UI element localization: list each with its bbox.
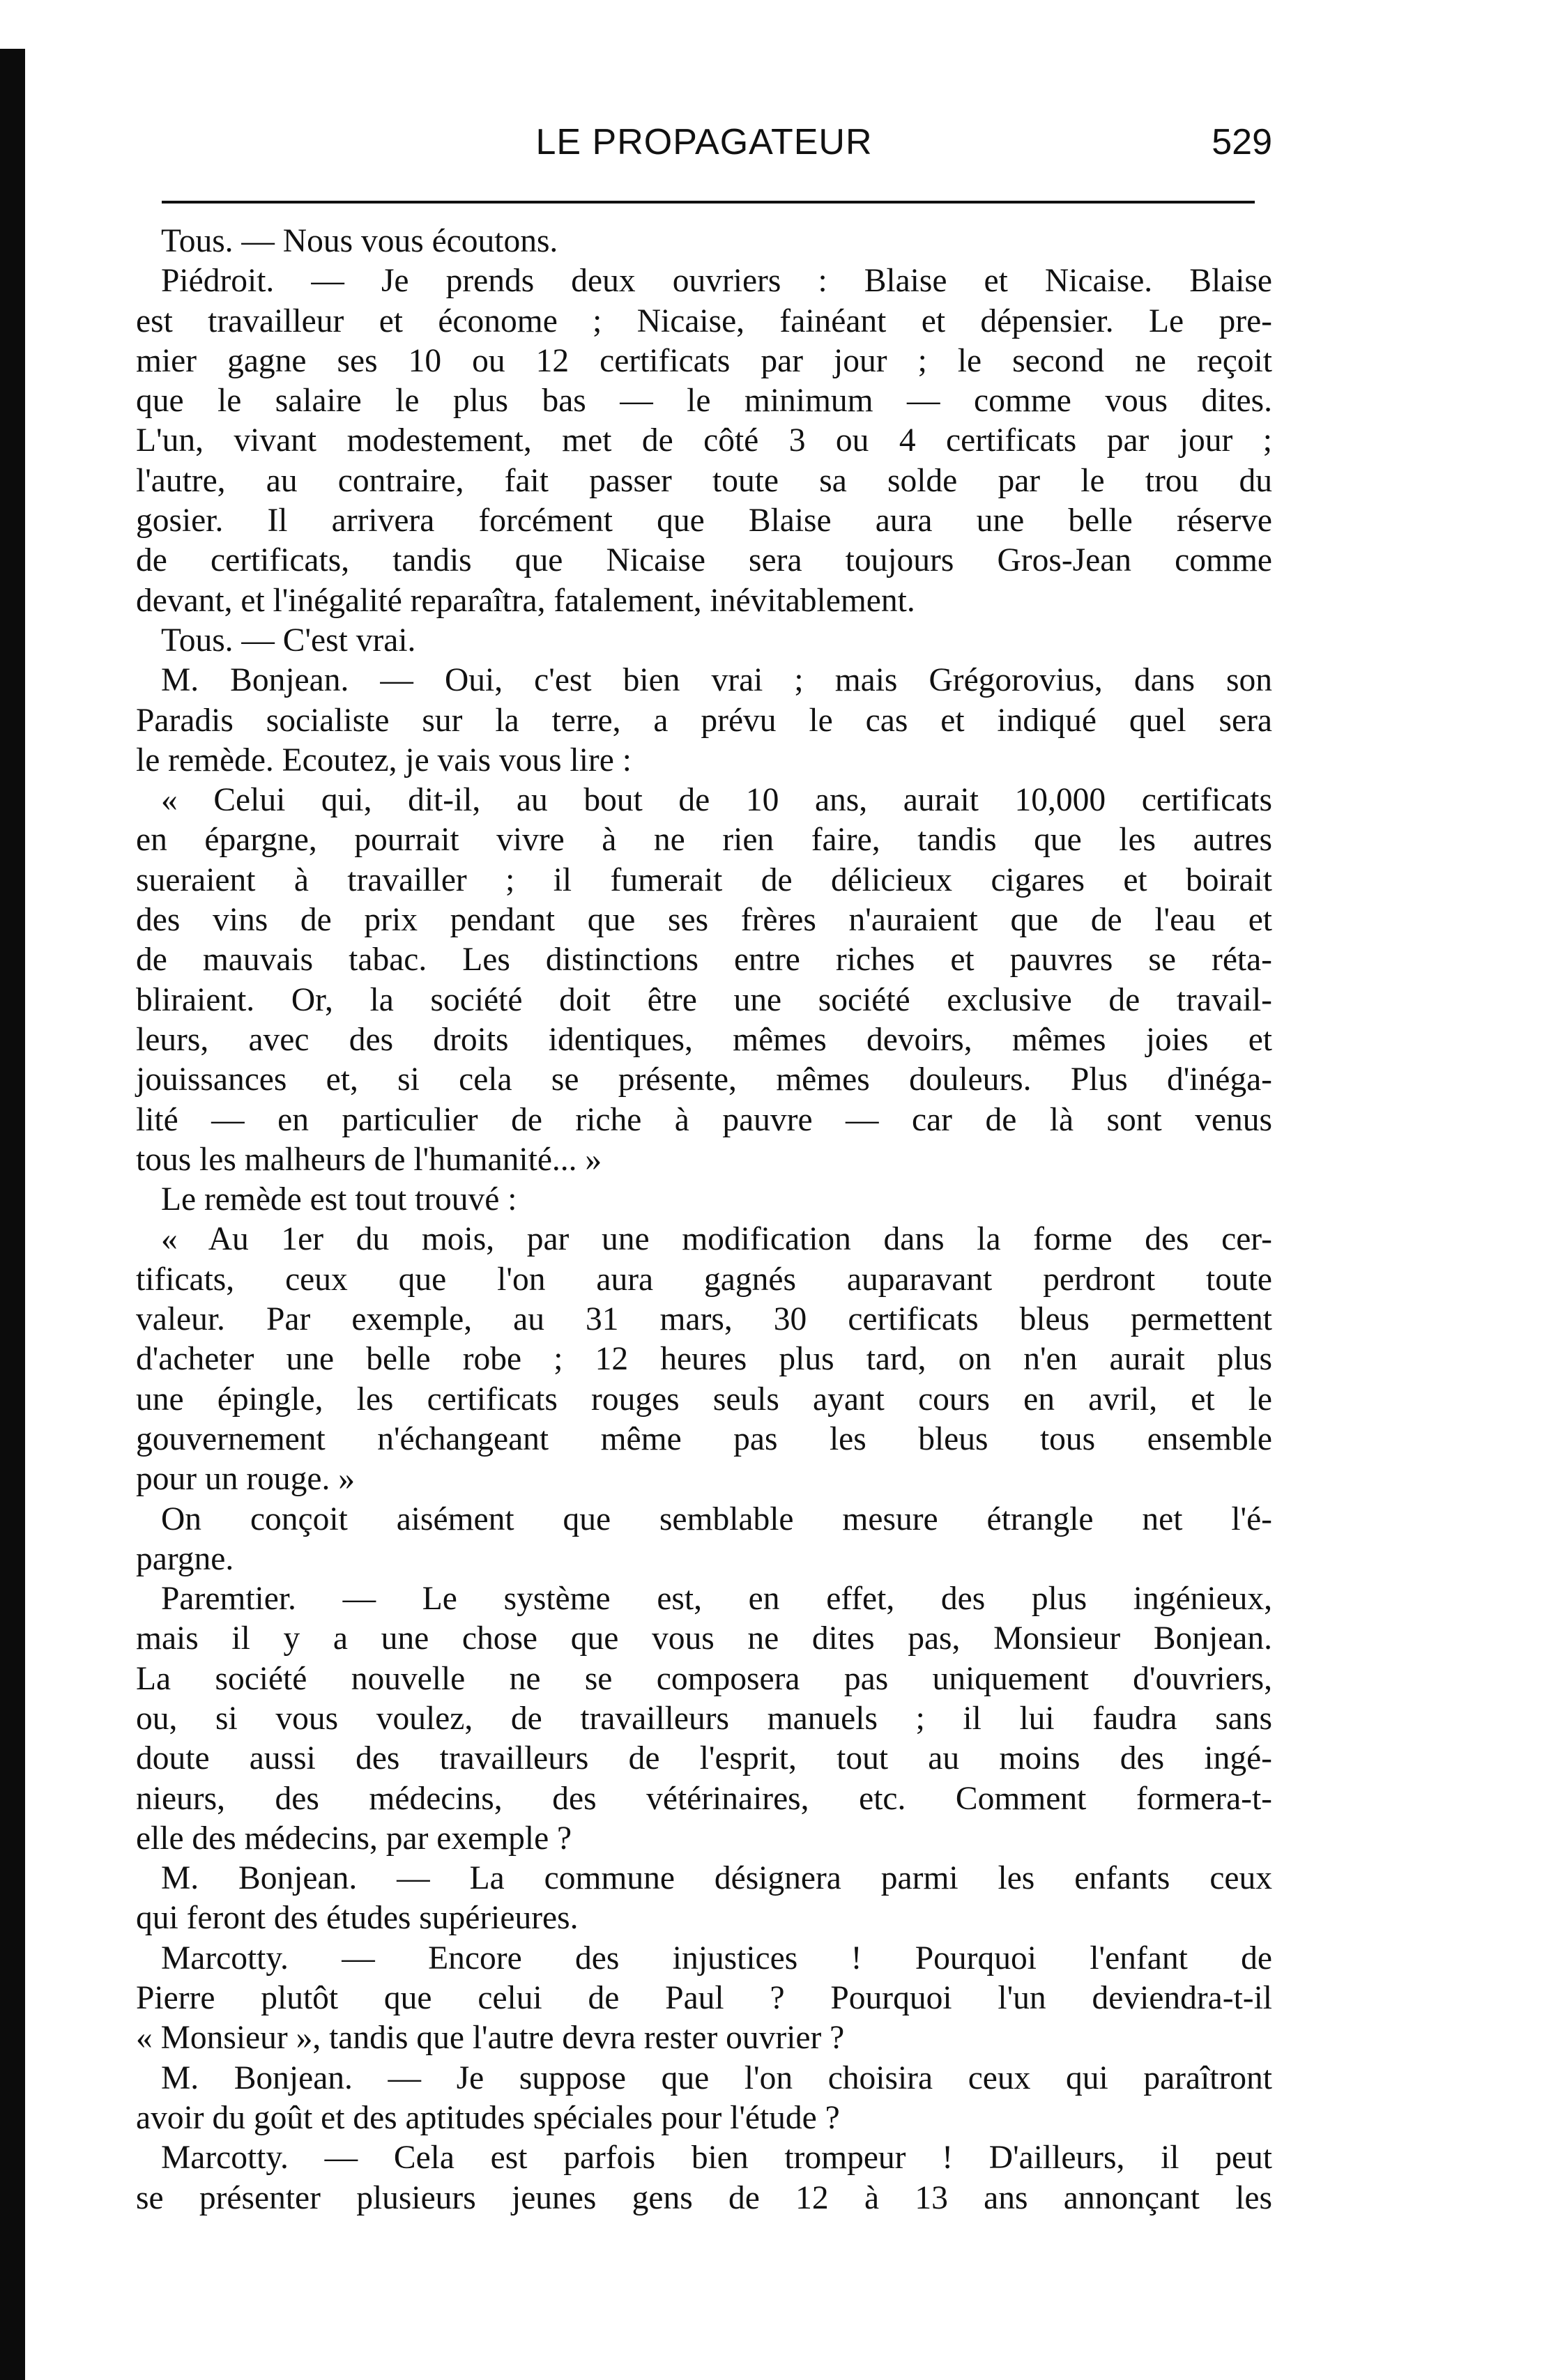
scan-page-edge xyxy=(0,49,25,2380)
text-line: tificats, ceux que l'on aura gagnés auparavant perdront toute xyxy=(136,1261,1272,1298)
text-line: devant, et l'inégalité reparaîtra, fatalement, inévitablement. xyxy=(136,582,915,619)
text-line: Pierre plutôt que celui de Paul ? Pourquoi l'un deviendra-t-il xyxy=(136,1980,1272,2017)
text-line: tous les malheurs de l'humanité... » xyxy=(136,1141,602,1178)
text-line: valeur. Par exemple, au 31 mars, 30 certificats bleus permettent xyxy=(136,1301,1272,1338)
text-line: leurs, avec des droits identiques, mêmes devoirs, mêmes joies et xyxy=(136,1021,1272,1058)
text-line: On conçoit aisément que semblable mesure étrangle net l'é- xyxy=(161,1500,1272,1537)
running-header xyxy=(136,117,1272,180)
text-line: nieurs, des médecins, des vétérinaires, etc. Comment formera-t- xyxy=(136,1780,1272,1817)
text-line: Tous. — C'est vrai. xyxy=(161,622,416,659)
text-line: l'autre, au contraire, fait passer toute sa solde par le trou du xyxy=(136,462,1272,499)
text-line: gosier. Il arrivera forcément que Blaise aura une belle réserve xyxy=(136,502,1272,539)
page-number: 529 xyxy=(1212,122,1272,162)
text-line: Marcotty. — Encore des injustices ! Pourquoi l'enfant de xyxy=(161,1940,1272,1976)
text-line: qui feront des études supérieures. xyxy=(136,1900,579,1937)
text-line: une épingle, les certificats rouges seuls ayant cours en avril, et le xyxy=(136,1381,1272,1418)
text-line: gouvernement n'échangeant même pas les bleus tous ensemble xyxy=(136,1420,1272,1457)
body-text xyxy=(136,222,1272,2218)
text-line: Tous. — Nous vous écoutons. xyxy=(161,223,558,259)
text-line: avoir du goût et des aptitudes spéciales pour l'étude ? xyxy=(136,2099,840,2136)
text-line: bliraient. Or, la société doit être une société exclusive de travail- xyxy=(136,981,1272,1018)
text-line: « Monsieur », tandis que l'autre devra rester ouvrier ? xyxy=(136,2020,845,2057)
text-line: Paradis socialiste sur la terre, a prévu le cas et indiqué quel sera xyxy=(136,702,1272,739)
text-line: ou, si vous voulez, de travailleurs manuels ; il lui faudra sans xyxy=(136,1700,1272,1737)
text-line: pargne. xyxy=(136,1540,234,1577)
header-rule xyxy=(162,201,1255,204)
text-line: d'acheter une belle robe ; 12 heures plus tard, on n'en aurait plus xyxy=(136,1341,1272,1378)
text-line: que le salaire le plus bas — le minimum — comme vous dites. xyxy=(136,383,1272,420)
text-line: doute aussi des travailleurs de l'esprit, tout au moins des ingé- xyxy=(136,1740,1272,1777)
page-title: LE PROPAGATEUR xyxy=(535,122,873,162)
text-line: elle des médecins, par exemple ? xyxy=(136,1820,572,1857)
text-line: de certificats, tandis que Nicaise sera toujours Gros-Jean comme xyxy=(136,542,1272,579)
text-line: M. Bonjean. — Je suppose que l'on choisira ceux qui paraîtront xyxy=(161,2059,1272,2096)
text-line: le remède. Ecoutez, je vais vous lire : xyxy=(136,742,632,778)
text-line: « Celui qui, dit-il, au bout de 10 ans, aurait 10,000 certificats xyxy=(161,782,1272,819)
text-line: mier gagne ses 10 ou 12 certificats par jour ; le second ne reçoit xyxy=(136,342,1272,379)
text-line: des vins de prix pendant que ses frères n'auraient que de l'eau et xyxy=(136,902,1272,939)
text-line: est travailleur et économe ; Nicaise, fainéant et dépensier. Le pre- xyxy=(136,302,1272,339)
text-line: lité — en particulier de riche à pauvre — car de là sont venus xyxy=(136,1101,1272,1138)
text-line: Le remède est tout trouvé : xyxy=(161,1181,517,1218)
text-line: L'un, vivant modestement, met de côté 3 ou 4 certificats par jour ; xyxy=(136,422,1272,459)
text-line: mais il y a une chose que vous ne dites pas, Monsieur Bonjean. xyxy=(136,1620,1272,1657)
text-line: se présenter plusieurs jeunes gens de 12 à 13 ans annonçant les xyxy=(136,2179,1272,2216)
text-line: pour un rouge. » xyxy=(136,1461,355,1498)
text-line: jouissances et, si cela se présente, mêmes douleurs. Plus d'inéga- xyxy=(136,1061,1272,1098)
text-line: en épargne, pourrait vivre à ne rien faire, tandis que les autres xyxy=(136,822,1272,859)
text-line: Marcotty. — Cela est parfois bien trompeur ! D'ailleurs, il peut xyxy=(161,2140,1272,2176)
text-line: M. Bonjean. — La commune désignera parmi les enfants ceux xyxy=(161,1860,1272,1897)
text-line: de mauvais tabac. Les distinctions entre riches et pauvres se réta- xyxy=(136,942,1272,978)
text-line: Paremtier. — Le système est, en effet, des plus ingénieux, xyxy=(161,1581,1272,1618)
text-line: « Au 1er du mois, par une modification dans la forme des cer- xyxy=(161,1221,1272,1258)
text-line: sueraient à travailler ; il fumerait de délicieux cigares et boirait xyxy=(136,861,1272,898)
text-line: Piédroit. — Je prends deux ouvriers : Blaise et Nicaise. Blaise xyxy=(161,263,1272,300)
text-line: M. Bonjean. — Oui, c'est bien vrai ; mais Grégorovius, dans son xyxy=(161,662,1272,699)
text-line: La société nouvelle ne se composera pas uniquement d'ouvriers, xyxy=(136,1660,1272,1697)
